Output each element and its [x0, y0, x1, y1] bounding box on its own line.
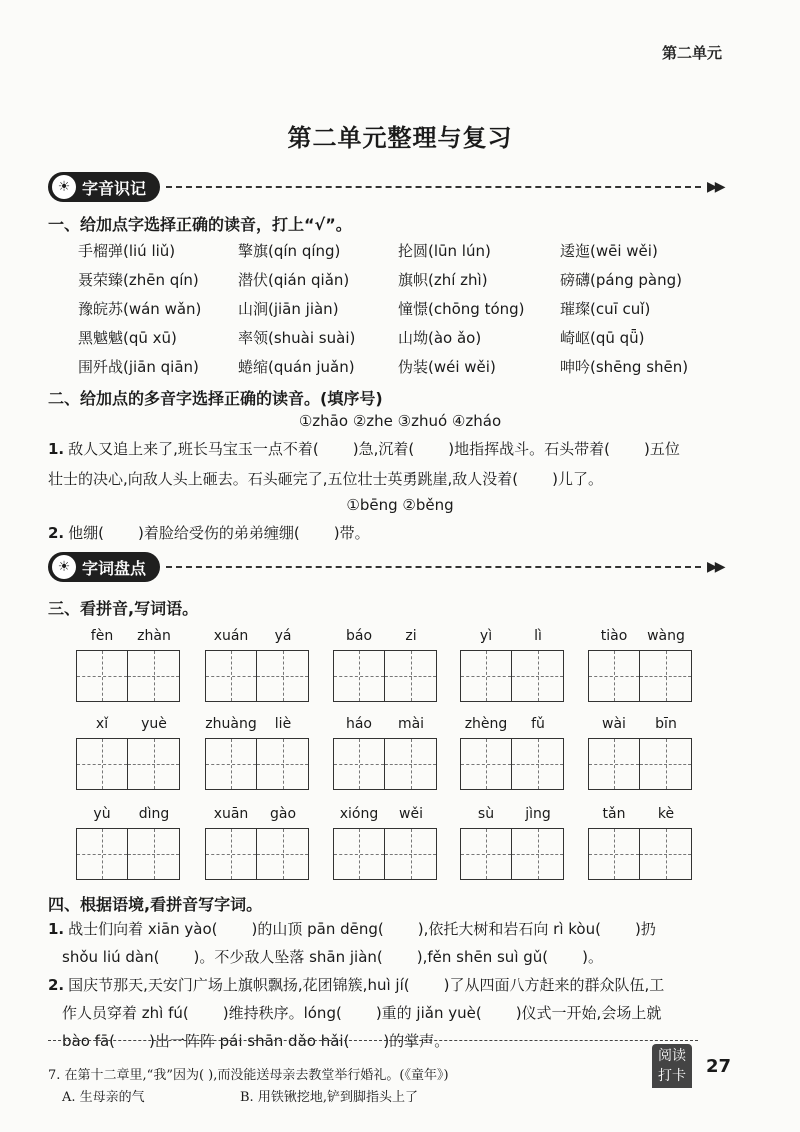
text: )维持秩序。lóng( [222, 1004, 342, 1022]
writing-cell[interactable] [205, 650, 257, 702]
pronunciation-item: 擎旗(qín qíng) [238, 242, 341, 260]
word-writing-group [205, 806, 309, 880]
option-a: A. 生母亲的气 [62, 1090, 145, 1105]
pronunciation-item: 磅礴(páng pàng) [560, 271, 682, 289]
divider [166, 186, 701, 188]
pronunciation-item: 潜伏(qián qiǎn) [238, 271, 350, 289]
writing-cell[interactable] [588, 828, 640, 880]
pinyin-syllable: yù [93, 806, 111, 822]
writing-cell[interactable] [385, 738, 437, 790]
section-pill [48, 172, 160, 202]
pinyin-syllable: fèn [90, 628, 114, 644]
section-pill [48, 552, 160, 582]
text: )儿了。 [552, 470, 604, 488]
word-writing-group [76, 806, 180, 880]
writing-cell[interactable] [333, 828, 385, 880]
text: 国庆节那天,天安门广场上旗帜飘扬,花团锦簇,huì jí( [68, 976, 410, 994]
pinyin-syllable: xióng [339, 806, 379, 822]
pinyin-syllable: xuān [213, 806, 249, 822]
writing-grid [205, 650, 309, 702]
writing-grid [333, 828, 437, 880]
writing-cell[interactable] [257, 738, 309, 790]
text: )的山顶 pān dēng( [251, 920, 384, 938]
pinyin-syllable: tǎn [602, 806, 626, 822]
writing-grid [333, 738, 437, 790]
page-title: 第二单元整理与复习 [287, 124, 513, 152]
reading-question: 7. 在第十二章里,“我”因为( ),而没能送母亲去教堂举行婚礼。(《童年》) [48, 1068, 449, 1083]
question-4-sentence-2-cont [62, 998, 661, 1028]
pinyin-row [460, 716, 564, 738]
text: )扔 [634, 920, 656, 938]
writing-grid [205, 828, 309, 880]
pinyin-syllable: xuán [213, 628, 249, 644]
word-writing-group [588, 806, 692, 880]
pinyin-row [588, 806, 692, 828]
writing-cell[interactable] [640, 650, 692, 702]
writing-grid [460, 828, 564, 880]
footer-divider [48, 1040, 698, 1041]
word-writing-group [205, 628, 309, 702]
pinyin-syllable: wàng [647, 628, 685, 644]
word-writing-group [333, 806, 437, 880]
pronunciation-item: 崎岖(qū qǖ) [560, 329, 645, 347]
pinyin-syllable: fǔ [531, 716, 545, 732]
writing-cell[interactable] [76, 738, 128, 790]
writing-grid [588, 738, 692, 790]
writing-cell[interactable] [257, 650, 309, 702]
pinyin-syllable: zhèng [464, 716, 508, 732]
word-writing-group [588, 628, 692, 702]
word-writing-group [333, 716, 437, 790]
writing-cell[interactable] [205, 828, 257, 880]
pronunciation-item: 蜷缩(quán juǎn) [238, 358, 355, 376]
text: )着脸给受伤的弟弟缠绷( [138, 524, 300, 542]
text: )。 [582, 948, 603, 966]
pinyin-row [333, 628, 437, 650]
writing-cell[interactable] [512, 738, 564, 790]
pronunciation-item: 围歼战(jiān qiān) [78, 358, 199, 376]
pinyin-syllable: bīn [655, 716, 677, 732]
pronunciation-item: 伪装(wéi wěi) [398, 358, 496, 376]
word-writing-group [333, 628, 437, 702]
pinyin-syllable: xǐ [95, 716, 109, 732]
writing-grid [76, 828, 180, 880]
pinyin-row [588, 628, 692, 650]
reading-checkin-badge [652, 1044, 692, 1088]
pinyin-syllable: dìng [138, 806, 170, 822]
writing-cell[interactable] [205, 738, 257, 790]
pinyin-syllable: liè [274, 716, 292, 732]
text: )地指挥战斗。石头带着( [448, 440, 610, 458]
pronunciation-item: 黑魆魆(qū xū) [78, 329, 177, 347]
pinyin-syllable: wài [602, 716, 626, 732]
text: 壮士的决心,向敌人头上砸去。石头砸完了,五位壮士英勇跳崖,敌人没着( [48, 470, 519, 488]
pinyin-syllable: kè [657, 806, 675, 822]
question-2-sentence-1-cont [48, 464, 603, 494]
pronunciation-item: 抡圆(lūn lún) [398, 242, 491, 260]
divider [166, 566, 701, 568]
writing-cell[interactable] [512, 650, 564, 702]
section-label: 字音识记 [82, 178, 147, 198]
pinyin-syllable: gào [269, 806, 297, 822]
question-4-sentence-1 [48, 914, 656, 944]
section-label: 字词盘点 [82, 558, 147, 578]
writing-grid [76, 738, 180, 790]
pinyin-syllable: sù [477, 806, 495, 822]
writing-cell[interactable] [257, 828, 309, 880]
word-writing-group [76, 716, 180, 790]
pronunciation-item: 旗帜(zhí zhì) [398, 271, 488, 289]
pronunciation-item: 逶迤(wēi wěi) [560, 242, 658, 260]
unit-tag: 第二单元 [661, 44, 722, 62]
writing-cell[interactable] [588, 650, 640, 702]
pronunciation-item: 呻吟(shēng shēn) [560, 358, 689, 376]
lightbulb-icon: ☀ [52, 175, 76, 199]
word-writing-group [205, 716, 309, 790]
pronunciation-item: 率领(shuài suài) [238, 329, 356, 347]
options-2: ①bēng ②běng [346, 496, 454, 514]
question-1-title: 一、给加点字选择正确的读音，打上“√”。 [48, 215, 352, 234]
badge-line: 打卡 [658, 1068, 686, 1084]
writing-cell[interactable] [128, 738, 180, 790]
text: ),依托大树和岩石向 rì kòu( [417, 920, 601, 938]
text: )五位 [643, 440, 680, 458]
pronunciation-item: 憧憬(chōng tóng) [398, 300, 525, 318]
text: shǒu liú dàn( [62, 948, 160, 966]
text: )了从四面八方赶来的群众队伍,工 [443, 976, 665, 994]
pinyin-syllable: tiào [600, 628, 628, 644]
writing-cell[interactable] [460, 650, 512, 702]
writing-cell[interactable] [640, 828, 692, 880]
word-writing-group [460, 716, 564, 790]
double-arrow-icon: ▶▶ [707, 179, 723, 195]
pinyin-syllable: jìng [525, 806, 551, 822]
writing-grid [588, 650, 692, 702]
text: 敌人又追上来了,班长马宝玉一点不着( [68, 440, 319, 458]
question-3-title: 三、看拼音,写词语。 [48, 599, 199, 618]
text: )出一阵阵 pái shān dǎo hǎi( [148, 1032, 350, 1050]
lightbulb-icon: ☀ [52, 555, 76, 579]
writing-cell[interactable] [385, 828, 437, 880]
badge-line: 阅读 [658, 1048, 686, 1064]
page-number: 27 [706, 1056, 732, 1077]
pronunciation-item: 山涧(jiān jiàn) [238, 300, 339, 318]
pinyin-row [205, 716, 309, 738]
text: )带。 [333, 524, 370, 542]
text: )的掌声。 [383, 1032, 450, 1050]
writing-cell[interactable] [76, 828, 128, 880]
writing-cell[interactable] [588, 738, 640, 790]
word-writing-group [460, 806, 564, 880]
writing-cell[interactable] [640, 738, 692, 790]
writing-cell[interactable] [333, 650, 385, 702]
pinyin-row [333, 716, 437, 738]
pronunciation-item: 璀璨(cuī cuǐ) [560, 300, 651, 318]
sentence-number: 1. [48, 920, 65, 938]
pinyin-row [460, 628, 564, 650]
writing-cell[interactable] [76, 650, 128, 702]
pinyin-syllable: zi [405, 628, 417, 644]
pinyin-row [76, 628, 180, 650]
word-writing-group [76, 628, 180, 702]
writing-grid [76, 650, 180, 702]
pinyin-syllable: zhuàng [205, 716, 257, 732]
section-header-pronunciation [48, 172, 723, 202]
pronunciation-item: 豫皖苏(wán wǎn) [78, 300, 202, 318]
question-4-title: 四、根据语境,看拼音写字词。 [48, 895, 263, 914]
question-4-sentence-2 [48, 970, 664, 1000]
question-2-sentence-1 [48, 434, 680, 464]
pinyin-row [333, 806, 437, 828]
writing-grid [460, 650, 564, 702]
pinyin-row [76, 716, 180, 738]
writing-grid [588, 828, 692, 880]
pinyin-syllable: zhàn [137, 628, 171, 644]
question-2-title: 二、给加点的多音字选择正确的读音。(填序号) [48, 389, 383, 408]
text: 他绷( [68, 524, 104, 542]
pinyin-syllable: wěi [399, 806, 423, 822]
sentence-number: 1. [48, 440, 65, 458]
pronunciation-item: 聂荣臻(zhēn qín) [78, 271, 199, 289]
word-writing-group [460, 628, 564, 702]
pinyin-syllable: mài [397, 716, 425, 732]
writing-cell[interactable] [128, 650, 180, 702]
text: bào fā( [62, 1032, 115, 1050]
writing-grid [333, 650, 437, 702]
question-4-sentence-2-cont2 [62, 1026, 449, 1056]
pronunciation-item: 山坳(ào ǎo) [398, 329, 482, 347]
option-b: B. 用铁锹挖地,铲到脚指头上了 [240, 1090, 418, 1105]
pinyin-row [76, 806, 180, 828]
writing-grid [460, 738, 564, 790]
pinyin-syllable: báo [345, 628, 373, 644]
pinyin-row [205, 806, 309, 828]
double-arrow-icon: ▶▶ [707, 559, 723, 575]
writing-cell[interactable] [512, 828, 564, 880]
text: )。不少敌人坠落 shān jiàn( [193, 948, 383, 966]
pinyin-syllable: lì [534, 628, 542, 644]
text: )急,沉着( [352, 440, 415, 458]
text: ),fěn shēn suì gǔ( [416, 948, 549, 966]
text: )仪式一开始,会场上就 [515, 1004, 662, 1022]
options-1: ①zhāo ②zhe ③zhuó ④zháo [298, 412, 502, 430]
section-header-vocabulary [48, 552, 723, 582]
pinyin-syllable: yuè [141, 716, 167, 732]
pinyin-row [588, 716, 692, 738]
sentence-number: 2. [48, 976, 65, 994]
text: 作人员穿着 zhì fú( [62, 1004, 189, 1022]
text: )重的 jiǎn yuè( [375, 1004, 482, 1022]
writing-cell[interactable] [333, 738, 385, 790]
writing-cell[interactable] [460, 828, 512, 880]
pinyin-syllable: háo [345, 716, 373, 732]
pinyin-syllable: yá [274, 628, 292, 644]
pinyin-row [205, 628, 309, 650]
writing-grid [205, 738, 309, 790]
writing-cell[interactable] [460, 738, 512, 790]
pinyin-syllable: yì [479, 628, 493, 644]
question-2-sentence-2 [48, 518, 370, 548]
sentence-number: 2. [48, 524, 65, 542]
writing-cell[interactable] [385, 650, 437, 702]
pinyin-row [460, 806, 564, 828]
pronunciation-item: 手榴弹(liú liǔ) [78, 242, 176, 260]
word-writing-group [588, 716, 692, 790]
question-4-sentence-1-cont [62, 942, 603, 972]
text: 战士们向着 xiān yào( [68, 920, 218, 938]
writing-cell[interactable] [128, 828, 180, 880]
